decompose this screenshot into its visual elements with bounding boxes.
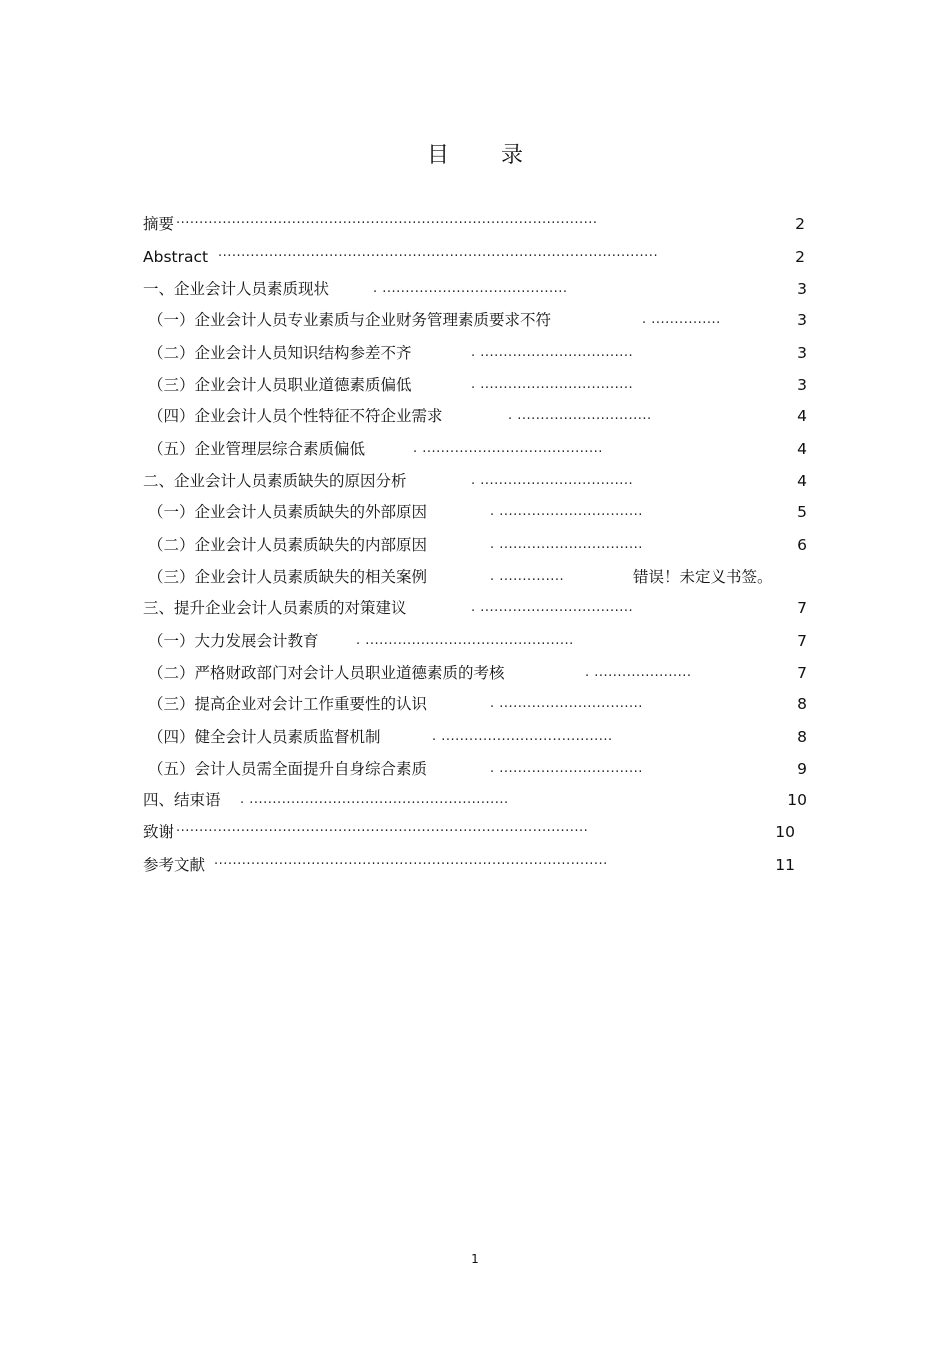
toc-entry-leader: . ............... — [642, 312, 721, 327]
toc-entry-page: 3 — [797, 344, 807, 362]
toc-entry-title: 一、企业会计人员素质现状 — [143, 280, 330, 298]
toc-entry-leader: . ................................. — [471, 473, 634, 488]
toc-entry[interactable] — [0, 308, 950, 332]
toc-entry-title: （二）企业会计人员知识结构参差不齐 — [148, 344, 412, 362]
toc-entry-leader: ····················································································· — [214, 857, 608, 872]
toc-entry-title: （四）企业会计人员个性特征不符企业需求 — [148, 407, 443, 425]
toc-entry-page: 6 — [797, 536, 807, 554]
toc-entry[interactable] — [0, 437, 950, 461]
toc-entry[interactable] — [0, 245, 950, 269]
toc-entry[interactable] — [0, 469, 950, 493]
toc-entry-page: 2 — [795, 248, 805, 266]
toc-entry-leader: . ................................. — [471, 345, 634, 360]
toc-entry-leader: . ..................................... — [432, 729, 613, 744]
toc-entry-page: 4 — [797, 472, 807, 490]
toc-entry[interactable] — [0, 692, 950, 716]
toc-entry-page: 9 — [797, 760, 807, 778]
toc-entry-page: 11 — [775, 856, 795, 874]
toc-entry-title: 二、企业会计人员素质缺失的原因分析 — [143, 472, 407, 490]
toc-entry-leader: . ............................... — [490, 696, 643, 711]
toc-entry-page: 10 — [775, 823, 795, 841]
toc-entry[interactable] — [0, 661, 950, 685]
toc-title-left: 目 — [426, 143, 449, 168]
toc-entry-title: （五）企业管理层综合素质偏低 — [148, 440, 366, 458]
toc-entry-page: 7 — [797, 664, 807, 682]
toc-entry-title: 致谢 — [143, 823, 175, 841]
toc-entry-title: （一）大力发展会计教育 — [148, 632, 319, 650]
toc-entry-leader: . ..................... — [585, 665, 692, 680]
toc-entry-leader: . ........................................ — [373, 281, 568, 296]
toc-entry-page: 3 — [797, 311, 807, 329]
toc-entry-leader: . ........................................................ — [240, 792, 509, 807]
toc-entry-title: Abstract — [143, 248, 209, 266]
toc-entry[interactable] — [0, 533, 950, 557]
toc-entry-title: （二）企业会计人员素质缺失的内部原因 — [148, 536, 428, 554]
toc-entry[interactable] — [0, 212, 950, 236]
toc-entry[interactable] — [0, 596, 950, 620]
toc-entry-leader: . ............................... — [490, 761, 643, 776]
toc-entry[interactable] — [0, 404, 950, 428]
toc-entry-page: 8 — [797, 728, 807, 746]
toc-entry-leader: . ............................................. — [356, 633, 574, 648]
toc-entry-title: （一）企业会计人员专业素质与企业财务管理素质要求不符 — [148, 311, 552, 329]
toc-entry-leader: ··························································································· — [176, 216, 598, 231]
toc-entry-title: （四）健全会计人员素质监督机制 — [148, 728, 381, 746]
toc-entry-page: 4 — [797, 440, 807, 458]
toc-entry-title: （一）企业会计人员素质缺失的外部原因 — [148, 503, 428, 521]
toc-entry[interactable] — [0, 788, 950, 812]
toc-entry-page: 2 — [795, 215, 805, 233]
toc-entry-title: 三、提升企业会计人员素质的对策建议 — [143, 599, 407, 617]
toc-entry-title: （二）严格财政部门对会计人员职业道德素质的考核 — [148, 664, 505, 682]
toc-entry-page: 7 — [797, 599, 807, 617]
toc-entry-leader: ························································································· — [176, 824, 589, 839]
toc-entry[interactable] — [0, 500, 950, 524]
toc-entry[interactable] — [0, 725, 950, 749]
toc-entry[interactable] — [0, 341, 950, 365]
toc-entry[interactable] — [0, 373, 950, 397]
toc-entry-leader: . ................................. — [471, 600, 634, 615]
toc-entry-title: （三）提高企业对会计工作重要性的认识 — [148, 695, 428, 713]
toc-entry-title: 参考文献 — [143, 856, 206, 874]
toc-entry[interactable] — [0, 757, 950, 781]
toc-entry[interactable] — [0, 565, 950, 589]
toc-entry-page: 3 — [797, 280, 807, 298]
toc-entry-leader: . ....................................... — [413, 441, 603, 456]
toc-entry-page: 4 — [797, 407, 807, 425]
toc-entry-leader: . ............................. — [508, 408, 652, 423]
toc-entry-title: （三）企业会计人员职业道德素质偏低 — [148, 376, 412, 394]
toc-entry[interactable] — [0, 820, 950, 844]
toc-entry-leader: . ................................. — [471, 377, 634, 392]
toc-entry-leader: . ............................... — [490, 504, 643, 519]
toc-entry-page: 3 — [797, 376, 807, 394]
page-number: 1 — [471, 1252, 479, 1266]
toc-entry[interactable] — [0, 277, 950, 301]
toc-entry-page: 7 — [797, 632, 807, 650]
toc-entry-leader: . ............................... — [490, 537, 643, 552]
toc-entry[interactable] — [0, 629, 950, 653]
toc-entry-page: 8 — [797, 695, 807, 713]
toc-entry-title: 摘要 — [143, 215, 175, 233]
toc-entry[interactable] — [0, 853, 950, 877]
toc-entry-title: 四、结束语 — [143, 791, 221, 809]
toc-entry-page: 错误！未定义书签。 — [633, 568, 773, 586]
toc-entry-leader: . .............. — [490, 569, 565, 584]
toc-entry-page: 5 — [797, 503, 807, 521]
toc-title-right: 录 — [501, 143, 524, 168]
toc-entry-leader: ······························································································· — [218, 249, 659, 264]
toc-entry-title: （五）会计人员需全面提升自身综合素质 — [148, 760, 428, 778]
toc-entry-title: （三）企业会计人员素质缺失的相关案例 — [148, 568, 428, 586]
toc-entry-page: 10 — [787, 791, 807, 809]
